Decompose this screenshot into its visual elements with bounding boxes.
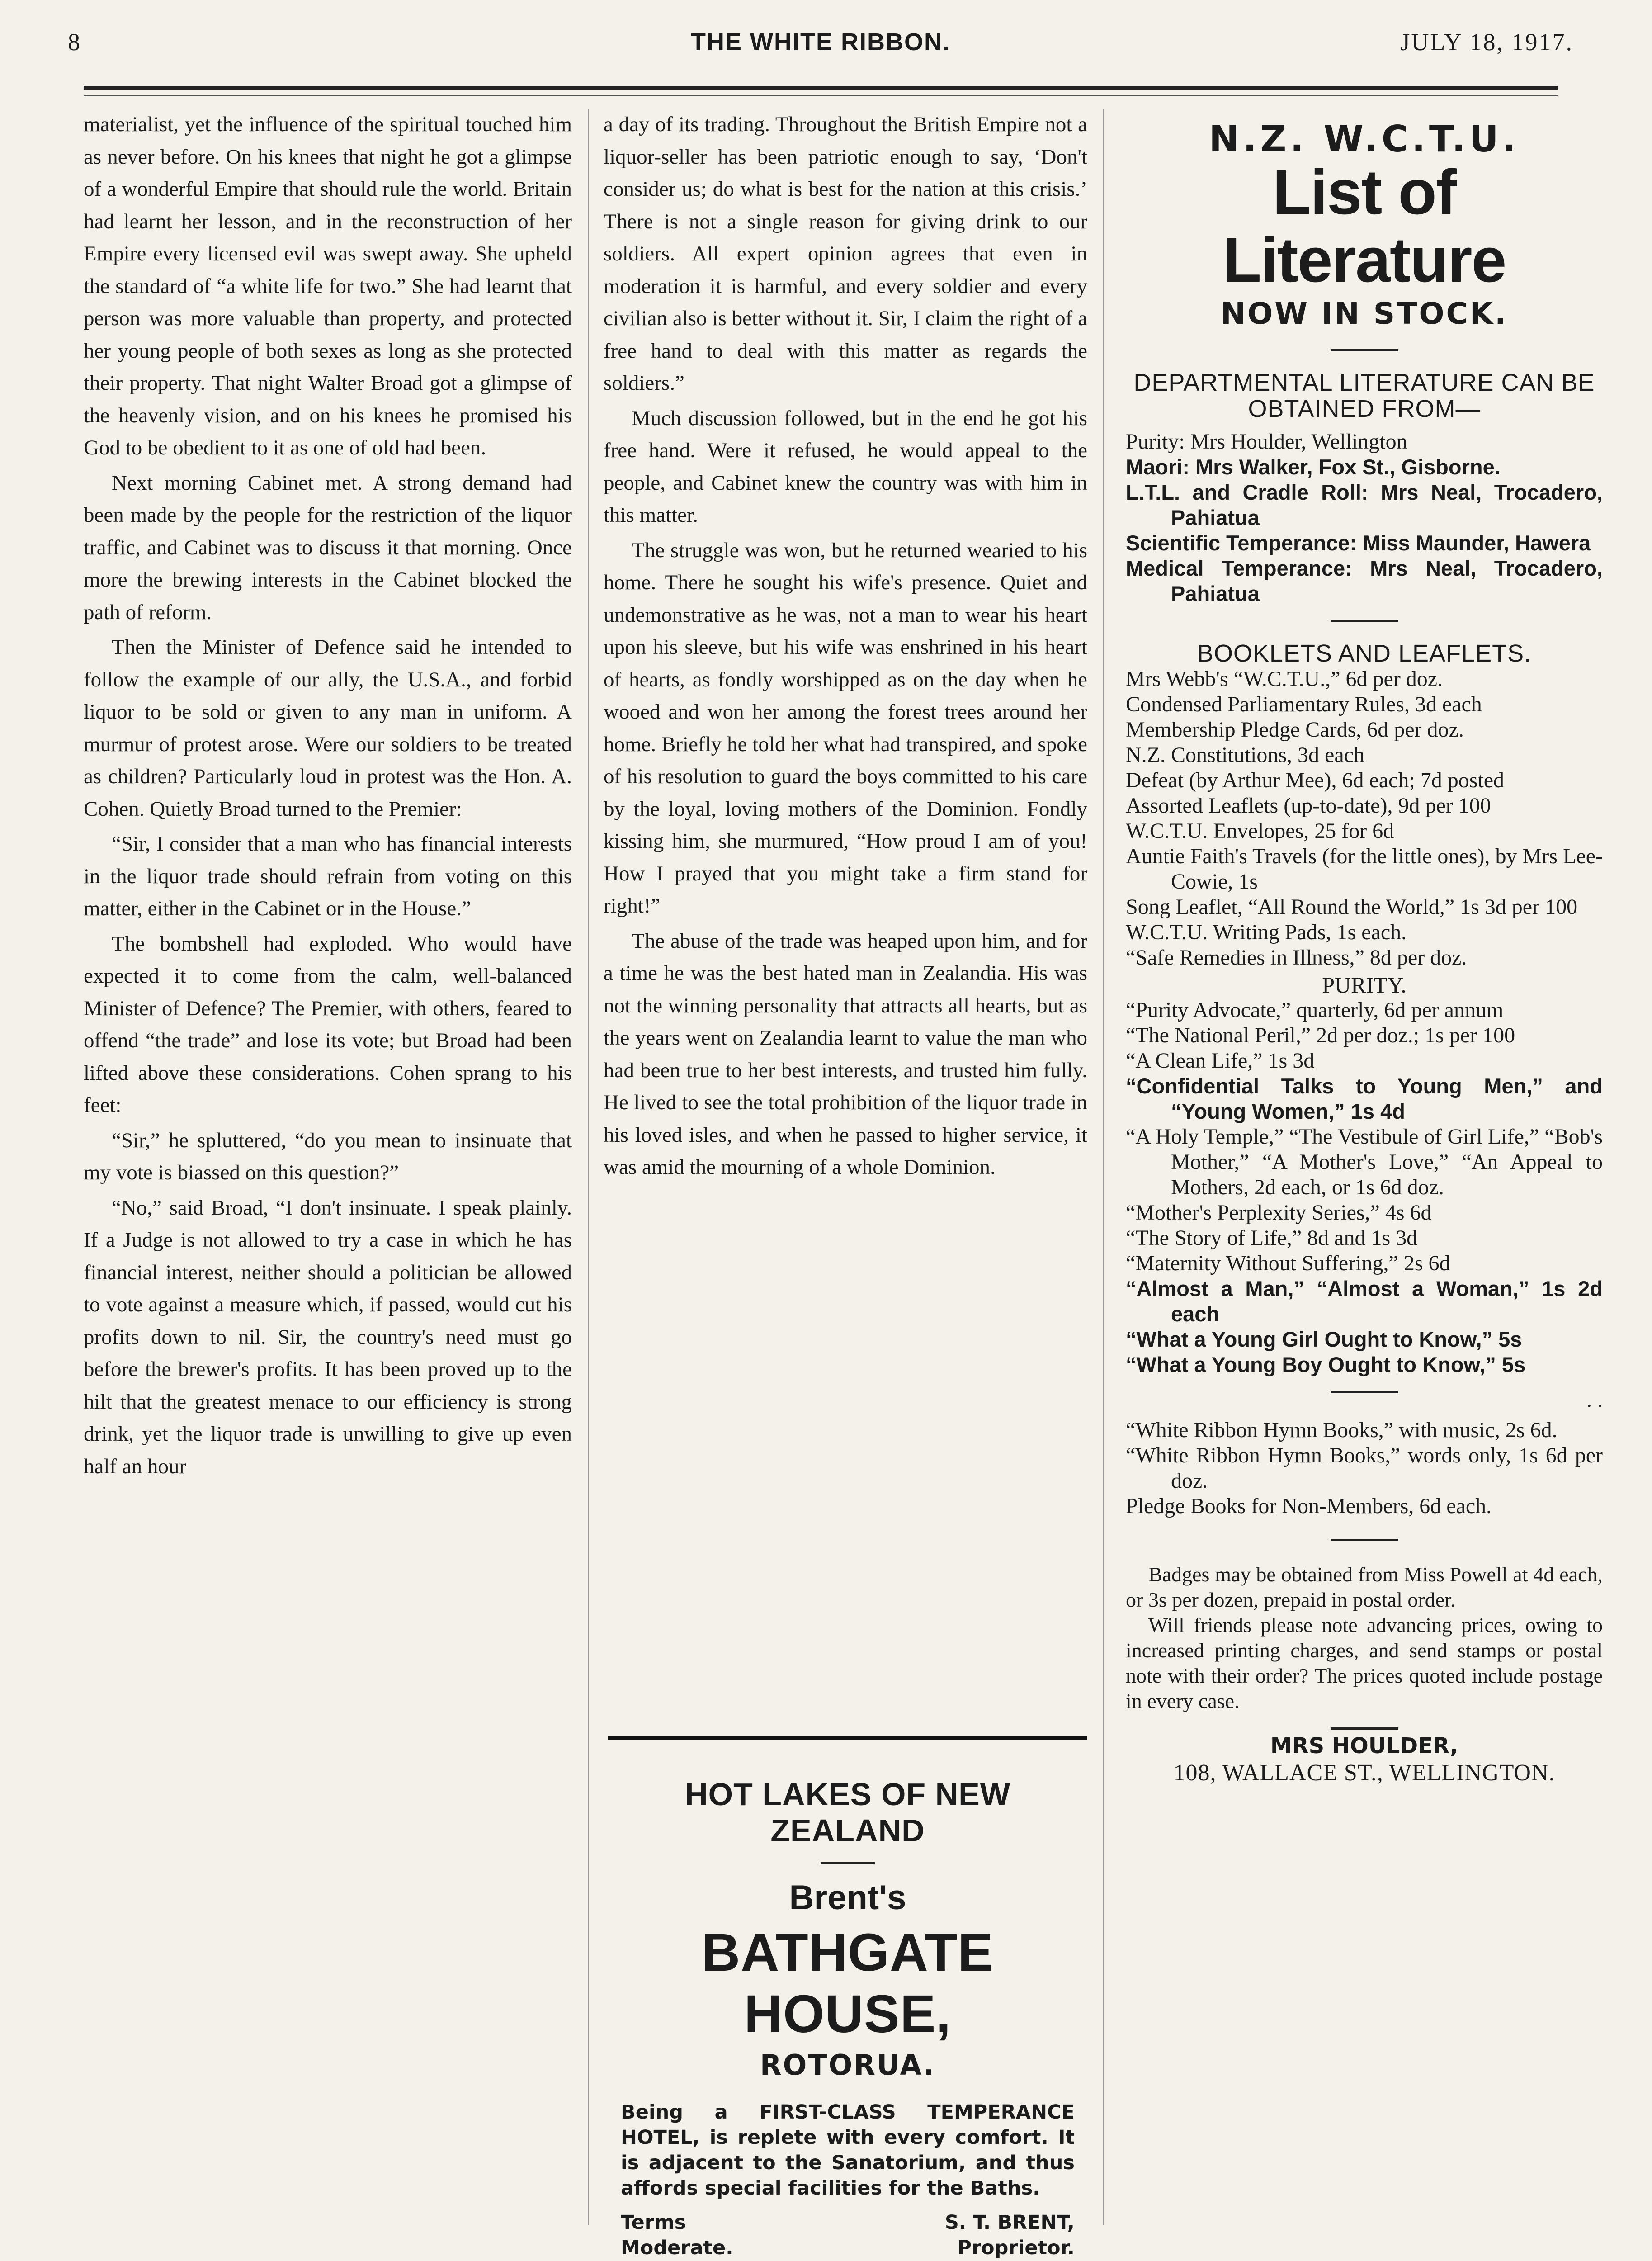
literature-entry: Maori: Mrs Walker, Fox St., Gisborne. [1126,455,1501,479]
page-header [68,28,1573,64]
literature-entry: W.C.T.U. Envelopes, 25 for 6d [1126,819,1394,843]
purity-list [1126,998,1603,1377]
header-rule-thin [84,95,1558,96]
literature-entry: W.C.T.U. Writing Pads, 1s each. [1126,920,1407,944]
literature-entry: L.T.L. and Cradle Roll: Mrs Neal, Trocadero, Pahiatua [1126,480,1603,530]
prices-note: Will friends please note advancing prices, owing to increased printing charges, and send stamps or postal note with their order? The prices quoted include postage in every case. [1126,1613,1603,1712]
ad-footer [621,2210,1075,2261]
literature-entry: “What a Young Girl Ought to Know,” 5s [1126,1327,1522,1351]
literature-entry: “Mother's Perplexity Series,” 4s 6d [1126,1201,1432,1225]
literature-entry: “The National Peril,” 2d per doz.; 1s per 100 [1126,1023,1515,1047]
ad-brand: Brent's [789,1878,906,1917]
purity-heading: PURITY. [1322,972,1407,998]
literature-entry: Song Leaflet, “All Round the World,” 1s 3d per 100 [1126,895,1578,919]
literature-entry: Purity: Mrs Houlder, Wellington [1126,430,1407,454]
dept-heading: DEPARTMENTAL LITERATURE CAN BE OBTAINED FROM— [1133,369,1595,422]
literature-entry: “Confidential Talks to Young Men,” and “Young Women,” 1s 4d [1126,1074,1603,1123]
literature-entry: Defeat (by Arthur Mee), 6d each; 7d posted [1126,768,1505,792]
hotel-advertisement [608,1736,1087,2259]
literature-entry: Scientific Temperance: Miss Maunder, Hawera [1126,531,1591,555]
section-divider [1331,620,1398,622]
literature-entry: “A Holy Temple,” “The Vestibule of Girl Life,” “Bob's Mother,” “A Mother's Love,” “An Appeal to Mothers, 2d each, or 1s 6d doz. [1126,1125,1603,1199]
ad-proprietor-name: S. T. BRENT, [944,2211,1075,2234]
story-paragraph: “No,” said Broad, “I don't insinuate. I speak plainly. If a Judge is not allowed to try a case in which he has financial interest, neither should a politician be allowed to vote against a measure which, if passed, would cut his profits down to nil. Sir, the country's need must go before the brewer's profits. It has been proved up to the hilt that the greatest menace to our efficiency is strong drink, yet the liquor trade is unwilling to give up even half an hour [84,1196,572,1478]
literature-entry: Medical Temperance: Mrs Neal, Trocadero, Pahiatua [1126,556,1603,605]
literature-title: List of Literature [1222,156,1506,295]
literature-list [1126,109,1603,1786]
signature-name: MRS HOULDER, [1270,1733,1458,1759]
literature-entry: “The Story of Life,” 8d and 1s 3d [1126,1226,1418,1250]
ad-terms [621,2210,733,2261]
column-divider [588,109,589,2225]
story-paragraph: Next morning Cabinet met. A strong demand had been made by the people for the restriction of the liquor traffic, and Cabinet was to discuss it that morning. Once more the brewing interests in the Cabinet blocked the path of reform. [84,471,572,624]
story-paragraph: “Sir, I consider that a man who has financial interests in the liquor trade should refrain from voting on this matter, either in the Cabinet or in the House.” [84,832,572,920]
story-paragraph: “Sir,” he spluttered, “do you mean to insinuate that my vote is biassed on this question?” [84,1128,572,1184]
literature-entry: Auntie Faith's Travels (for the little ones), by Mrs Lee-Cowie, 1s [1126,844,1603,894]
column-divider [1103,109,1104,2225]
literature-entry: Mrs Webb's “W.C.T.U.,” 6d per doz. [1126,667,1443,691]
section-divider [1331,349,1398,351]
section-divider [1331,1539,1398,1541]
section-divider [1331,1727,1398,1730]
literature-entry: “Maternity Without Suffering,” 2s 6d [1126,1251,1450,1275]
masthead-title: THE WHITE RIBBON. [691,28,950,56]
literature-entry: Assorted Leaflets (up-to-date), 9d per 100 [1126,794,1491,818]
ad-proprietor [945,2210,1075,2261]
story-paragraph: a day of its trading. Throughout the British Empire not a liquor-seller has been patriotic enough to say, ‘Don't consider us; do what is best for the nation at this crisis.’ There is not a single reason for giving drink to our soldiers. All expert opinion agrees that even in moderation it is harmful, and every soldier and every civilian also is better without it. Sir, I claim the right of a free hand to deal with this matter as regards the soldiers.” [604,113,1087,395]
ad-body-text: Being a FIRST-CLASS TEMPERANCE HOTEL, is replete with every comfort. It is adjacent to the Sanatorium, and thus affords special facilities for the Baths. [621,2101,1075,2200]
ad-headline: HOT LAKES OF NEW ZEALAND [685,1777,1010,1848]
literature-entry: “White Ribbon Hymn Books,” words only, 1s 6d per doz. [1126,1443,1603,1493]
story-column-1 [84,109,572,1483]
literature-entry: Pledge Books for Non-Members, 6d each. [1126,1494,1492,1518]
ad-terms-line: Moderate. [621,2237,733,2259]
ellipsis-mark: . . [1586,1388,1603,1412]
story-paragraph: materialist, yet the influence of the spiritual touched him as never before. On his knees that night he got a glimpse of a wonderful Empire that should rule the world. Britain had learnt her lesson, and in the reconstruction of her Empire every licensed evil was swept away. She upheld the standard of “a white life for two.” She had learnt that person was more valuable than property, and protected her young people of both sexes as long as she protected their property. That night Walter Broad got a glimpse of the heavenly vision, and on his knees he promised his God to be obedient to it as one of old had been. [84,113,572,459]
story-paragraph: Much discussion followed, but in the end he got his free hand. Were it refused, he would appeal to the people, and Cabinet knew the country was with him in this matter. [604,406,1087,527]
literature-entry: N.Z. Constitutions, 3d each [1126,743,1364,767]
story-paragraph: The struggle was won, but he returned wearied to his home. There he sought his wife's presence. Quiet and undemonstrative as he was, not a man to wear his heart upon his sleeve, but his wife was enshrined in his heart of hearts, as fondly worshipped as on the day when he wooed and won her among the forest trees around her home. Briefly he told her what had transpired, and spoke of his resolution to guard the boys committed to his care by the loyal, loving mothers of the Dominion. Fondly kissing him, she murmured, “How proud I am of you! How I prayed that you might take a firm stand for right!” [604,538,1087,918]
ad-location: ROTORUA. [760,2048,936,2081]
signature-address: 108, WALLACE ST., WELLINGTON. [1173,1760,1555,1786]
ad-proprietor-title: Proprietor. [957,2237,1075,2259]
literature-entry: “A Clean Life,” 1s 3d [1126,1049,1315,1073]
dept-list [1126,429,1603,606]
ad-divider [821,1862,875,1864]
ad-hotel-name: BATHGATE HOUSE, [702,1923,994,2044]
story-paragraph: The abuse of the trade was heaped upon him, and for a time he was the best hated man in Zealandia. His was not the winning personality that attracts all hearts, but as the years went on Zealandia learnt to value the man who had been true to her best interests, and trusted him fully. He lived to see the total prohibition of the liquor trade in his loved isles, and when he passed to higher service, it was amid the mourning of a whole Dominion. [604,929,1087,1179]
hymn-list [1126,1418,1603,1519]
literature-entry: “Almost a Man,” “Almost a Woman,” 1s 2d each [1126,1277,1603,1326]
literature-entry: “Safe Remedies in Illness,” 8d per doz. [1126,946,1467,970]
story-paragraph: Then the Minister of Defence said he intended to follow the example of our ally, the U.S.A., and forbid liquor to be sold or given to any man in uniform. A murmur of protest arose. Were our soldiers to be treated as children? Particularly loud in protest was the Hon. A. Cohen. Quietly Broad turned to the Premier: [84,635,572,821]
literature-org: N.Z. W.C.T.U. [1209,118,1520,160]
story-paragraph: The bombshell had exploded. Who would have expected it to come from the calm, well-balanced Minister of Defence? The Premier, with others, feared to offend “the trade” and lose its vote; but Broad had been lifted above these considerations. Cohen sprang to his feet: [84,932,572,1117]
literature-entry: “White Ribbon Hymn Books,” with music, 2s 6d. [1126,1418,1558,1442]
literature-entry: “What a Young Boy Ought to Know,” 5s [1126,1353,1526,1376]
booklets-heading: BOOKLETS AND LEAFLETS. [1197,640,1532,667]
ad-terms-line: Terms [621,2211,686,2234]
literature-entry: Condensed Parliamentary Rules, 3d each [1126,692,1482,716]
issue-date: JULY 18, 1917. [1400,28,1573,56]
badges-note: Badges may be obtained from Miss Powell at 4d each, or 3s per dozen, prepaid in postal order. [1126,1563,1603,1611]
literature-entry: Membership Pledge Cards, 6d per doz. [1126,718,1464,742]
page-number: 8 [68,28,80,56]
literature-subtitle: NOW IN STOCK. [1220,296,1508,331]
story-column-2 [604,109,1087,1184]
header-rule [84,86,1558,90]
booklet-list [1126,667,1603,970]
literature-entry: “Purity Advocate,” quarterly, 6d per annum [1126,998,1504,1022]
